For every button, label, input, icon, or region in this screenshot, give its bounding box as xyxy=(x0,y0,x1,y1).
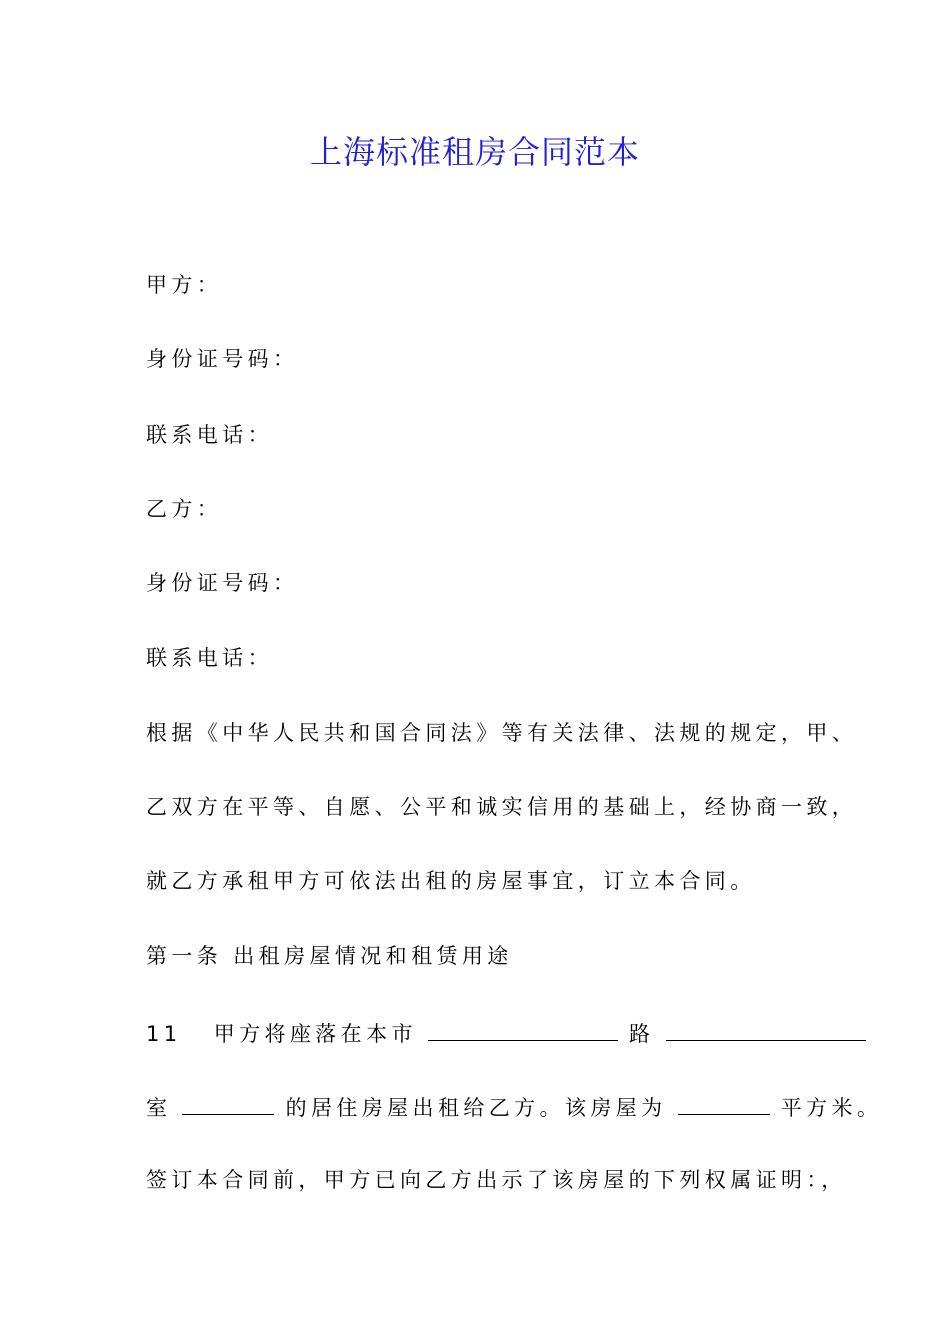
preamble-line-3: 就乙方承租甲方可依法出租的房屋事宜，订立本合同。 xyxy=(146,869,756,893)
party-a-phone-label: 联系电话： xyxy=(146,423,273,447)
party-a-label: 甲方： xyxy=(146,273,223,297)
party-b-label: 乙方： xyxy=(146,497,223,521)
area-blank[interactable] xyxy=(678,1088,770,1115)
document-title: 上海标准租房合同范本 xyxy=(309,133,640,171)
road-name-blank[interactable] xyxy=(428,1014,618,1041)
party-b-id-label: 身份证号码： xyxy=(146,571,299,595)
clause-1-1-line-2 xyxy=(146,1088,883,1125)
clause-text-lease: 的居住房屋出租给乙方。该房屋为 xyxy=(285,1096,667,1120)
clause-1-1-line-1 xyxy=(146,1014,826,1051)
area-unit: 平方米。 xyxy=(780,1096,883,1120)
preamble-line-2: 乙双方在平等、自愿、公平和诚实信用的基础上，经协商一致， xyxy=(146,795,858,819)
article-1-heading: 第一条 出租房屋情况和租赁用途 xyxy=(146,944,513,968)
party-b-phone-label: 联系电话： xyxy=(146,646,273,670)
preamble-line-1: 根据《中华人民共和国合同法》等有关法律、法规的规定，甲、 xyxy=(146,721,858,745)
clause-ownership-certificate: 签订本合同前，甲方已向乙方出示了该房屋的下列权属证明：， xyxy=(146,1168,847,1192)
clause-text-location: 甲方将座落在本市 xyxy=(213,1022,417,1046)
room-label: 室 xyxy=(146,1096,172,1120)
road-number-blank[interactable] xyxy=(666,1014,866,1041)
party-a-id-label: 身份证号码： xyxy=(146,347,299,371)
clause-number: 11 xyxy=(146,1022,182,1046)
room-number-blank[interactable] xyxy=(182,1088,274,1115)
road-label: 路 xyxy=(629,1022,655,1046)
